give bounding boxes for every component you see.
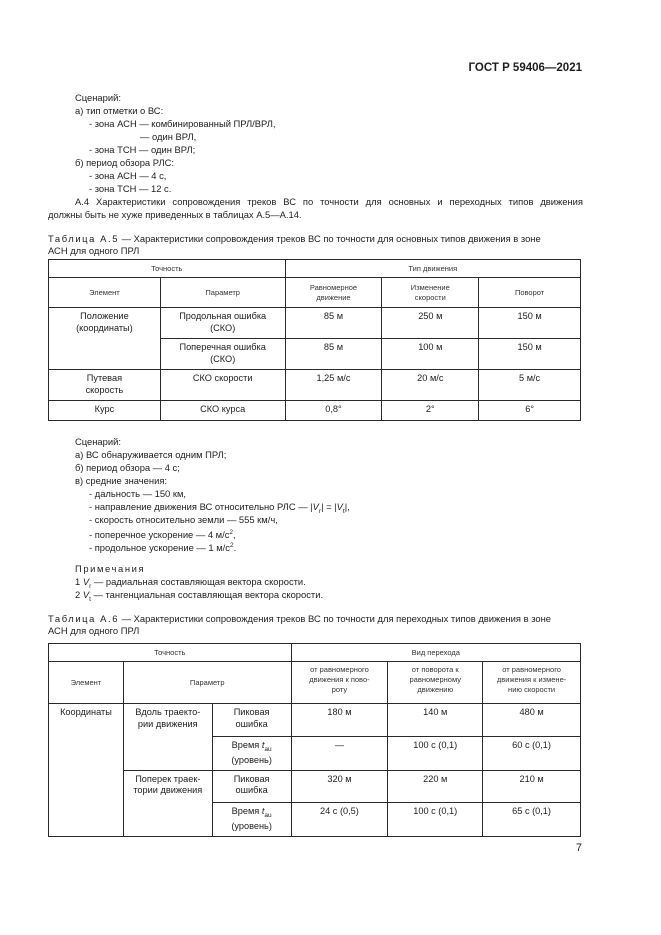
cell-param: Продольная ошибка (СКО) (160, 308, 285, 339)
scenario-line: - направление движения ВС относительно РЛС — $|V_r| = |V_t|$, (89, 501, 350, 515)
header-uniform-to-speed-change: от равномерного движения к измене- нию скорости (483, 662, 581, 704)
cell-across: Поперек траек- тории движения (123, 770, 212, 836)
scenario-line: - зона АСН — 4 с, (89, 170, 167, 181)
header-speed-change: Изменение скорости (382, 278, 479, 308)
header-turn-to-uniform: от поворота к равномерному движению (388, 662, 483, 704)
table-row (49, 770, 581, 802)
cell-value: 6° (479, 401, 581, 421)
cell-value: 100 м (382, 339, 479, 370)
cell-element: Положение (координаты) (49, 308, 161, 370)
header-uniform: Равномерное движение (285, 278, 382, 308)
header-element: Элемент (49, 278, 161, 308)
cell-time-level: Время $t_{au}$ (уровень) (212, 737, 291, 771)
table-a6-caption: Таблица А.6 — Характеристики сопровождения треков ВС по точности для переходных типов движения в зоне АСН для одного ПРЛ (48, 613, 551, 636)
header-move-type: Тип движения (285, 260, 580, 278)
scenario-line: а) тип отметки о ВС: (75, 105, 164, 116)
scenario-line: - зона ТСН — один ВРЛ; (89, 144, 196, 155)
cell-time-level: Время $t_{au}$ (уровень) (212, 802, 291, 836)
scenario-line: - дальность — 150 км, (89, 488, 187, 499)
scenario-line: — один ВРЛ, (140, 131, 197, 142)
cell-value: 140 м (388, 704, 483, 737)
header-element: Элемент (49, 662, 124, 704)
header-param: Параметр (123, 662, 291, 704)
scenario-line: - зона ТСН — 12 с. (89, 183, 172, 194)
cell-element: Координаты (49, 704, 124, 837)
cell-element: Путевая скорость (49, 370, 161, 401)
cell-value: 65 с (0,1) (483, 802, 581, 836)
cell-value: 5 м/с (479, 370, 581, 401)
cell-peak-error: Пиковая ошибка (212, 770, 291, 802)
scenario-line: - поперечное ускорение — 4 $м/с^2$, (89, 529, 236, 541)
header-transition: Вид перехода (291, 644, 580, 662)
table-a6 (48, 643, 581, 837)
cell-value: — (291, 737, 388, 771)
header-param: Параметр (160, 278, 285, 308)
scenario-title: Сценарий: (75, 92, 121, 103)
cell-value: 210 м (483, 770, 581, 802)
cell-value: 150 м (479, 308, 581, 339)
paragraph-a4-line1: А.4 Характеристики сопровождения треков ВС по точности для основных и переходных типов движения (75, 196, 583, 207)
cell-param: СКО скорости (160, 370, 285, 401)
cell-param: СКО курса (160, 401, 285, 421)
header-turn: Поворот (479, 278, 581, 308)
scenario-line: а) ВС обнаруживается одним ПРЛ; (75, 449, 227, 460)
header-accuracy: Точность (49, 260, 286, 278)
cell-value: 100 с (0,1) (388, 737, 483, 771)
notes-title: Примечания (75, 563, 146, 574)
cell-value: 24 с (0,5) (291, 802, 388, 836)
header-uniform-to-turn: от равномерного движения к пово- роту (291, 662, 388, 704)
scenario-line: - зона АСН — комбинированный ПРЛ/ВРЛ, (89, 118, 276, 129)
page-number: 7 (575, 842, 582, 854)
table-row (49, 370, 581, 401)
cell-value: 2° (382, 401, 479, 421)
note-line: 2 $V_t$ — тангенциальная составляющая вектора скорости. (75, 589, 324, 603)
scenario-line: б) период обзора РЛС: (75, 157, 174, 168)
cell-peak-error: Пиковая ошибка (212, 704, 291, 737)
cell-value: 220 м (388, 770, 483, 802)
scenario-line: в) средние значения: (75, 475, 167, 486)
cell-value: 180 м (291, 704, 388, 737)
cell-value: 320 м (291, 770, 388, 802)
cell-value: 85 м (285, 308, 382, 339)
cell-element: Курс (49, 401, 161, 421)
table-a5 (48, 259, 581, 421)
note-line: 1 $V_r$ — радиальная составляющая вектора скорости. (75, 576, 306, 590)
cell-value: 0,8° (285, 401, 382, 421)
cell-along: Вдоль траекто- рии движения (123, 704, 212, 771)
header-accuracy: Точность (49, 644, 292, 662)
cell-value: 150 м (479, 339, 581, 370)
paragraph-a4-line2: должны быть не хуже приведенных в таблицах А.5—А.14. (48, 209, 302, 220)
table-a5-caption: Таблица А.5 — Характеристики сопровождения треков ВС по точности для основных типов движения в зоне АСН для одного ПРЛ (48, 233, 541, 256)
table-row (49, 704, 581, 737)
document-header: ГОСТ Р 59406—2021 (468, 62, 582, 74)
cell-value: 20 м/с (382, 370, 479, 401)
cell-param: Поперечная ошибка (СКО) (160, 339, 285, 370)
scenario-title: Сценарий: (75, 436, 121, 447)
cell-value: 60 с (0,1) (483, 737, 581, 771)
cell-value: 85 м (285, 339, 382, 370)
cell-value: 1,25 м/с (285, 370, 382, 401)
cell-value: 100 с (0,1) (388, 802, 483, 836)
scenario-line: - скорость относительно земли — 555 км/ч, (89, 514, 278, 525)
scenario-line: б) период обзора — 4 с; (75, 462, 180, 473)
cell-value: 250 м (382, 308, 479, 339)
table-row (49, 308, 581, 339)
table-row (49, 401, 581, 421)
scenario-line: - продольное ускорение — 1 $м/с^2$. (89, 542, 237, 554)
cell-value: 480 м (483, 704, 581, 737)
